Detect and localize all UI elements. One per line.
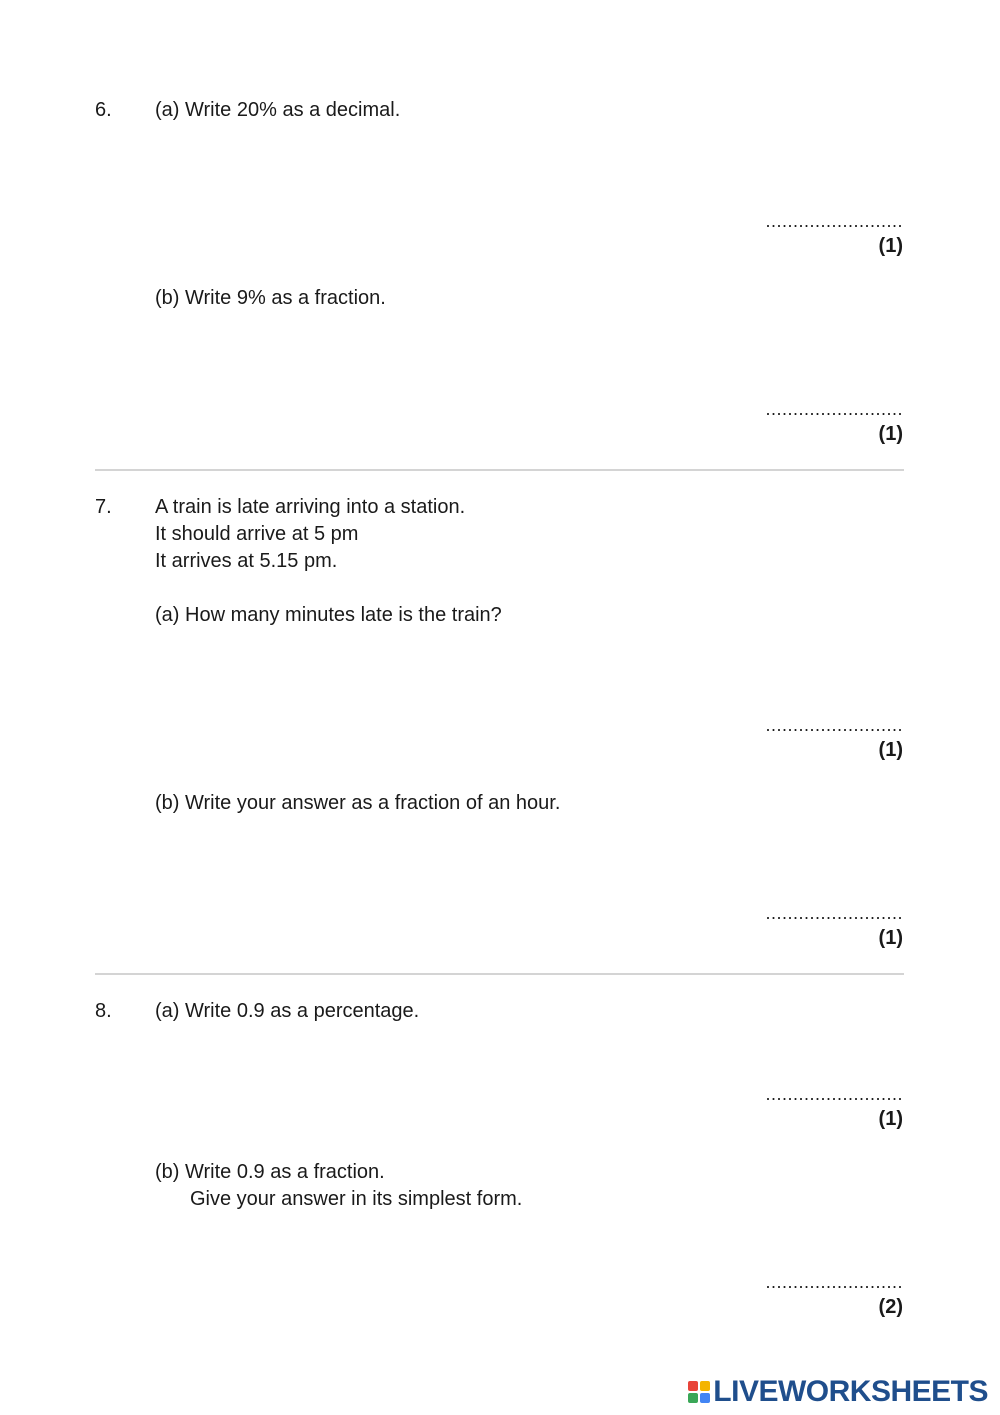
question-8b-marks: (2) — [878, 1296, 903, 1318]
question-7b-marks: (1) — [878, 927, 903, 949]
question-6a-marks: (1) — [878, 235, 903, 257]
question-6b-answer-line[interactable]: ......................... — [765, 399, 903, 419]
question-8a-marks: (1) — [878, 1108, 903, 1130]
question-7-intro-line-3: It arrives at 5.15 pm. — [155, 550, 338, 572]
question-8b-instruction: Give your answer in its simplest form. — [190, 1188, 523, 1210]
question-6a-text: (a) Write 20% as a decimal. — [155, 99, 401, 121]
question-7a-text: (a) How many minutes late is the train? — [155, 604, 502, 626]
question-7-intro-line-1: A train is late arriving into a station. — [155, 496, 466, 518]
question-8b-answer-line[interactable]: ......................... — [765, 1272, 903, 1292]
question-6-number: 6. — [95, 99, 112, 121]
question-8b-text: (b) Write 0.9 as a fraction. — [155, 1161, 385, 1183]
question-7a-marks: (1) — [878, 739, 903, 761]
question-8a-text: (a) Write 0.9 as a percentage. — [155, 1000, 420, 1022]
question-6b-text: (b) Write 9% as a fraction. — [155, 287, 386, 309]
divider-q6-q7 — [95, 469, 904, 471]
question-8a-answer-line[interactable]: ......................... — [765, 1084, 903, 1104]
question-7-intro-line-2: It should arrive at 5 pm — [155, 523, 359, 545]
liveworksheets-wordmark: LIVEWORKSHEETS — [713, 1375, 988, 1408]
divider-q7-q8 — [95, 973, 904, 975]
question-7b-text: (b) Write your answer as a fraction of an hour. — [155, 792, 561, 814]
question-8-number: 8. — [95, 1000, 112, 1022]
question-6b-marks: (1) — [878, 423, 903, 445]
question-6a-answer-line[interactable]: ......................... — [765, 211, 903, 231]
question-7b-answer-line[interactable]: ......................... — [765, 903, 903, 923]
liveworksheets-mark-icon — [688, 1381, 710, 1403]
question-7-number: 7. — [95, 496, 112, 518]
question-7a-answer-line[interactable]: ......................... — [765, 715, 903, 735]
liveworksheets-logo — [688, 1376, 988, 1408]
